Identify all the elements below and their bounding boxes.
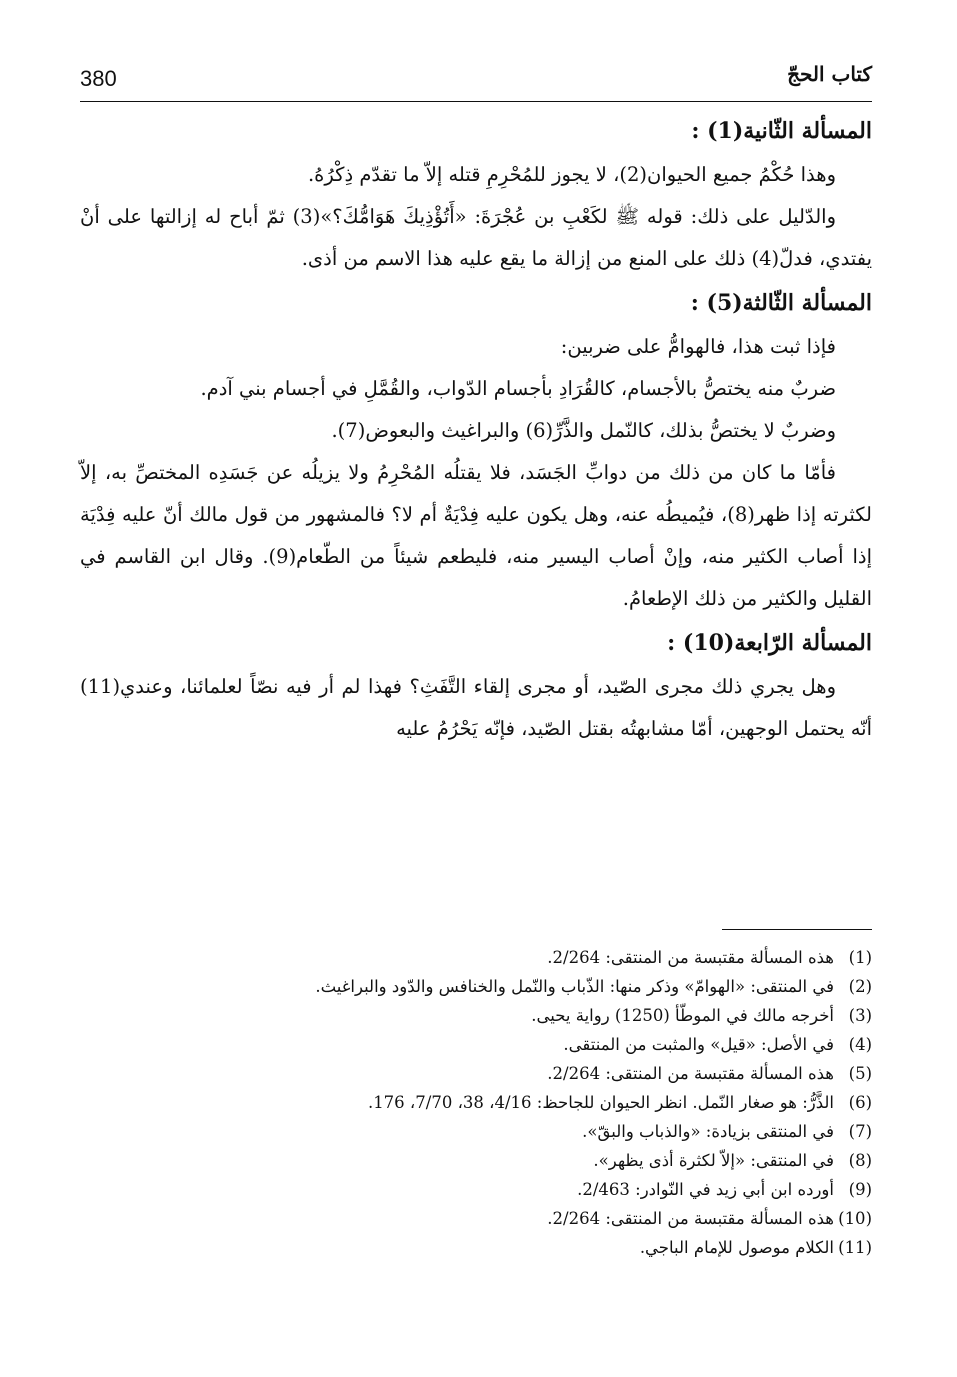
footnote xyxy=(260,1030,872,1059)
footnote-number: (3) xyxy=(848,1006,872,1025)
footnote xyxy=(260,1175,872,1204)
footnote-text: أخرجه مالك في الموطّأ (1250) رواية يحيى. xyxy=(531,1006,834,1025)
footnotes xyxy=(260,943,872,1262)
footnote xyxy=(260,972,872,1001)
section-heading: المسألة الثّانية(1) : xyxy=(691,118,872,144)
running-head xyxy=(80,58,872,98)
footnote xyxy=(260,943,872,972)
paragraph: وضربٌ لا يختصُّ بذلك، كالنّمل والذَّرِّ(6) والبراغيث والبعوض(7). xyxy=(331,419,836,442)
footnote-text: في الأصل: «قيل» والمثبت من المنتقى. xyxy=(563,1035,834,1054)
footnote-number: (1) xyxy=(848,948,872,967)
footnote-text: في المنتقى: «الهوامّ» وذكر منها: الذّباب والنّمل والخنافس والدّود والبراغيث. xyxy=(315,977,834,996)
paragraph: ضربٌ منه يختصُّ بالأجسام، كالقُرَادِ بأجسام الدّواب، والقُمَّلِ في أجسام بني آدم. xyxy=(200,377,836,400)
footnote-number: (6) xyxy=(848,1093,872,1112)
footnote-rule xyxy=(722,929,872,930)
footnote xyxy=(260,1001,872,1030)
section-heading: المسألة الثّالثة(5) : xyxy=(690,290,872,316)
footnote xyxy=(260,1204,872,1233)
paragraph: فإذا ثبت هذا، فالهوامُّ على ضربين: xyxy=(560,335,836,358)
footnote-text: أورده ابن أبي زيد في النّوادر: 2/463. xyxy=(577,1180,834,1199)
main-text xyxy=(80,108,872,750)
footnote xyxy=(260,1117,872,1146)
running-title: كتاب الحجّ xyxy=(787,62,872,86)
footnote-text: في المنتقى: «إلاّ لكثرة أذى يظهر». xyxy=(593,1151,834,1170)
footnote xyxy=(260,1233,872,1262)
footnote-number: (2) xyxy=(848,977,872,996)
footnote-number: (5) xyxy=(848,1064,872,1083)
footnote xyxy=(260,1088,872,1117)
footnote-number: (4) xyxy=(848,1035,872,1054)
paragraph: والدّليل على ذلك: قوله ﷺ لكَعْبِ بن عُجْرَةَ: «أَتُؤْذِيكَ هَوَامُّكَ؟»(3) ثمّ أباح له إزالتها على أنْ يفتدي، فدلّ(4) ذلك على المنع من إزالة ما يقع عليه هذا الاسم من أذى. xyxy=(80,205,872,270)
footnote-number: (8) xyxy=(848,1151,872,1170)
footnote-number: (11) xyxy=(838,1238,872,1257)
footnote xyxy=(260,1146,872,1175)
footnote-number: (7) xyxy=(848,1122,872,1141)
footnote-number: (10) xyxy=(838,1209,872,1228)
page-number: 380 xyxy=(80,66,117,91)
paragraph: فأمّا ما كان من ذلك من دوابِّ الجَسَد، فلا يقتلُه المُحْرِمُ ولا يزيلُه عن جَسَدِه المختصِّ به، إلاّ لكثرته إذا ظهر(8)، فيُميطُه عنه، وهل يكون عليه فِدْيَةٌ أم لا؟ فالمشهور من قول مالك أنّ عليه فِدْيَة إذا أصاب الكثير منه، وإنْ أصاب اليسير منه، فليطعم شيئاً من الطّعام(9). وقال ابن القاسم في القليل والكثير من ذلك الإطعامُ. xyxy=(80,461,872,610)
section-heading: المسألة الرّابعة(10) : xyxy=(667,630,872,656)
footnote-text: الكلام موصول للإمام الباجي. xyxy=(639,1238,834,1257)
paragraph: وهذا حُكْمُ جميع الحيوان(2)، لا يجوز للمُحْرِمِ قتله إلاّ ما تقدّم ذِكْرُهُ. xyxy=(307,163,836,186)
footnote-text: هذه المسألة مقتبسة من المنتقى: 2/264. xyxy=(547,1064,834,1083)
footnote xyxy=(260,1059,872,1088)
header-rule xyxy=(80,101,872,102)
footnote-text: هذه المسألة مقتبسة من المنتقى: 2/264. xyxy=(547,1209,834,1228)
footnote-text: هذه المسألة مقتبسة من المنتقى: 2/264. xyxy=(547,948,834,967)
footnote-text: الذَّرُّ: هو صغار النّمل. انظر الحيوان للجاحظ: 4/16، 38، 7/70، 176. xyxy=(367,1093,834,1112)
footnote-number: (9) xyxy=(848,1180,872,1199)
paragraph: وهل يجري ذلك مجرى الصّيد، أو مجرى إلقاء التَّفَثِ؟ فهذا لم أر فيه نصّاً لعلمائنا، وعندي(11) أنّه يحتمل الوجهين، أمّا مشابهتُه بقتل الصّيد، فإنّه يَحْرُمُ عليه xyxy=(80,675,872,740)
footnote-text: في المنتقى بزيادة: «والذباب والبقّ». xyxy=(582,1122,834,1141)
